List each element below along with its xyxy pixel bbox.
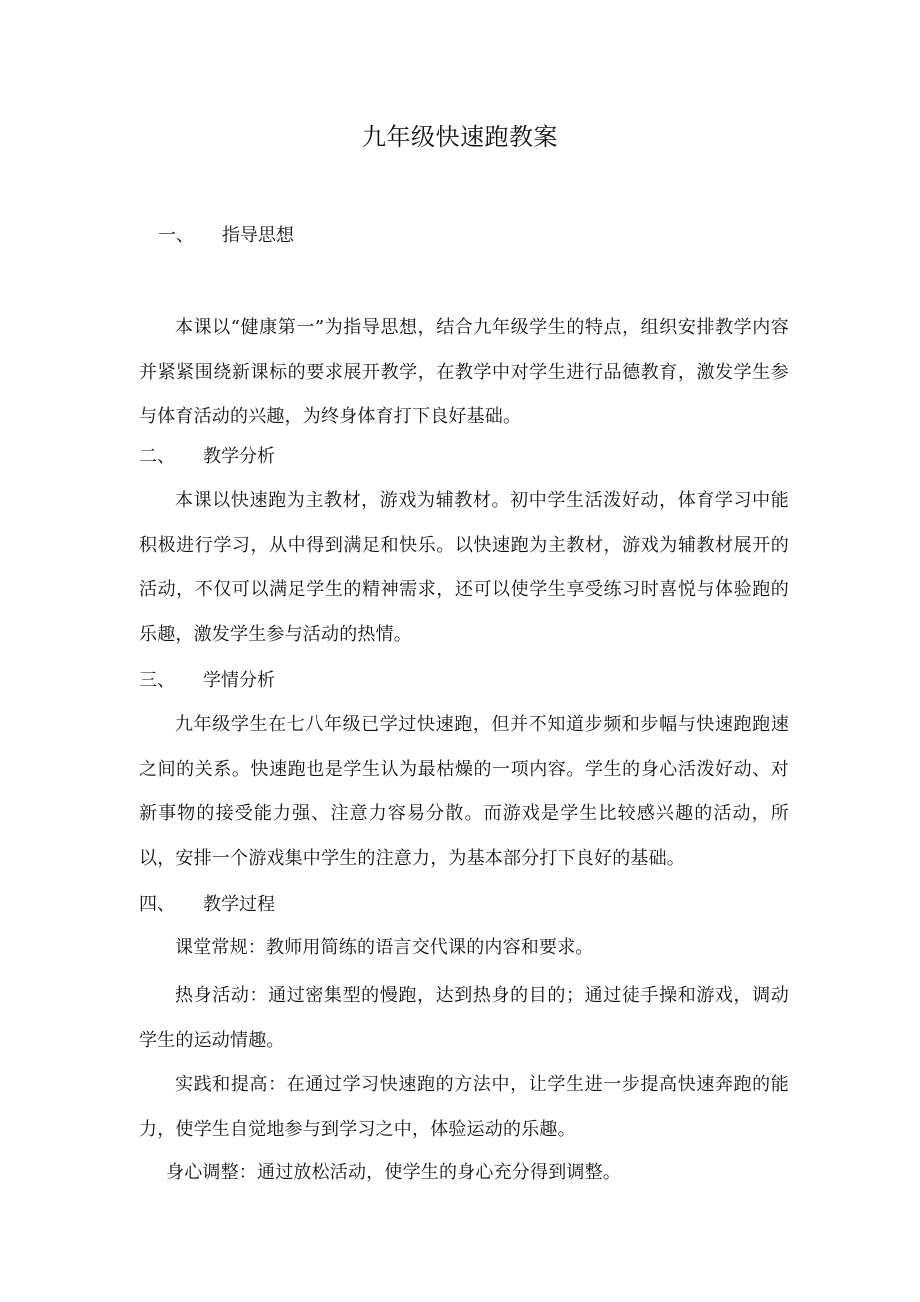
section-number: 四、 [139, 894, 175, 915]
section-heading-2 [139, 444, 275, 470]
paragraph: 本课以快速跑为主教材，游戏为辅教材。初中学生活泼好动，体育学习中能积极进行学习，从中得到满足和快乐。以快速跑为主教材，游戏为辅教材展开的活动，不仅可以满足学生的精神需求，还可以使学生享受练习时喜悦与体验跑的乐趣，激发学生参与活动的热情。 [139, 490, 789, 645]
section-heading-3 [139, 668, 275, 694]
paragraph: 九年级学生在七八年级已学过快速跑，但并不知道步频和步幅与快速跑跑速之间的关系。快速跑也是学生认为最枯燥的一项内容。学生的身心活泼好动、对新事物的接受能力强、注意力容易分散。而游戏是学生比较感兴趣的活动，所以，安排一个游戏集中学生的注意力，为基本部分打下良好的基础。 [139, 714, 789, 869]
document-title: 九年级快速跑教案 [362, 123, 558, 151]
paragraph: 课堂常规：教师用简练的语言交代课的内容和要求。 [175, 937, 594, 958]
section-title: 学情分析 [203, 670, 275, 691]
paragraph: 身心调整：通过放松活动，使学生的身心充分得到调整。 [166, 1162, 621, 1183]
paragraph: 本课以“健康第一”为指导思想，结合九年级学生的特点，组织安排教学内容并紧紧围绕新课标的要求展开教学，在教学中对学生进行品德教育，激发学生参与体育活动的兴趣，为终身体育打下良好基础。 [139, 317, 789, 427]
paragraph: 实践和提高：在通过学习快速跑的方法中，让学生进一步提高快速奔跑的能力，使学生自觉地参与到学习之中，体验运动的乐趣。 [139, 1074, 789, 1140]
section-heading-4 [139, 892, 275, 918]
section-title: 指导思想 [222, 225, 294, 246]
section-title: 教学分析 [203, 446, 275, 467]
section-title: 教学过程 [203, 894, 275, 915]
section-number: 三、 [139, 670, 175, 691]
section-number: 二、 [139, 446, 175, 467]
paragraph: 热身活动：通过密集型的慢跑，达到热身的目的；通过徒手操和游戏，调动学生的运动情趣。 [139, 985, 789, 1051]
section-heading-1 [158, 223, 294, 249]
section-number: 一、 [158, 225, 194, 246]
